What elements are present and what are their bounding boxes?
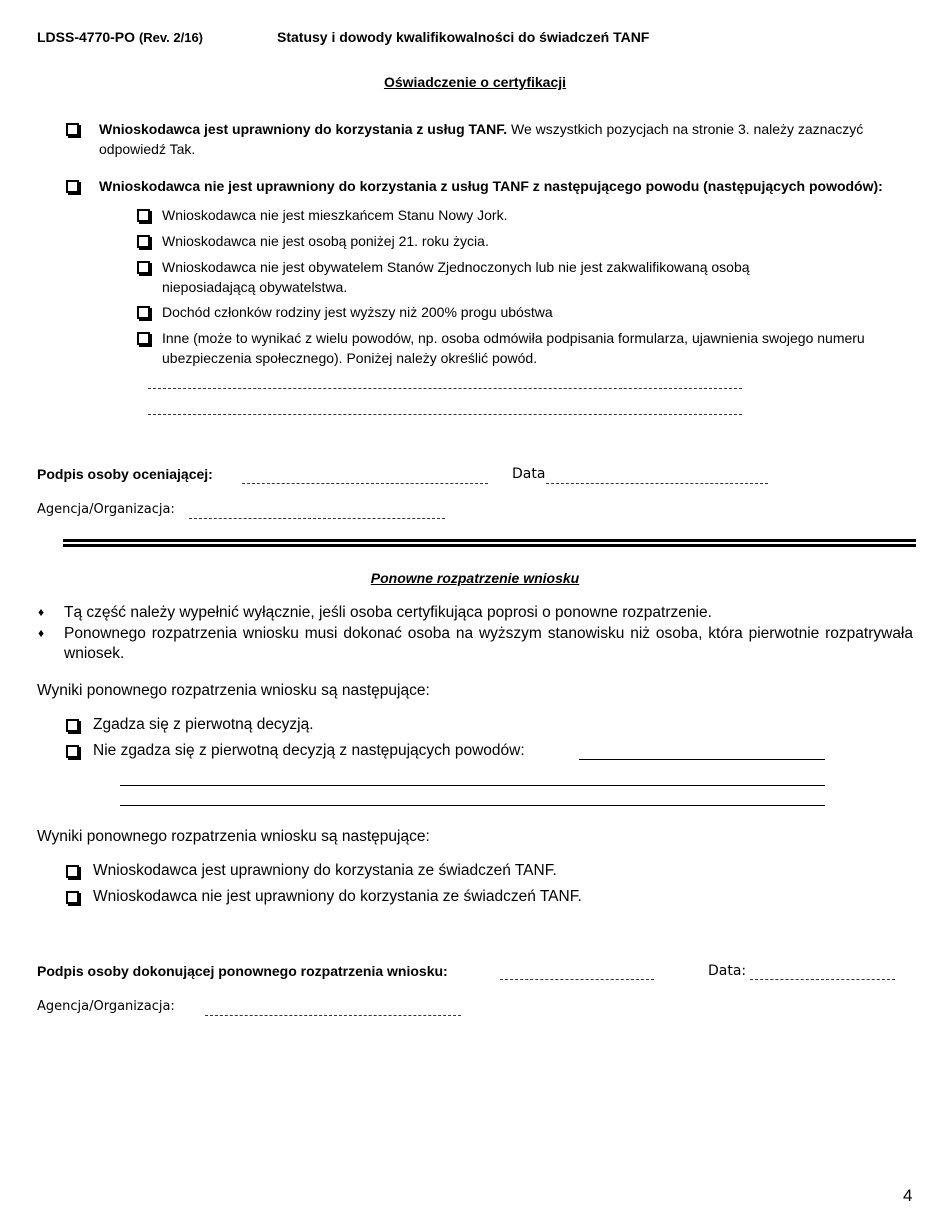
- disagrees-text: Nie zgadza się z pierwotną decyzją z następujących powodów:: [93, 742, 525, 759]
- assessor-agency-label: Agencja/Organizacja:: [37, 502, 175, 517]
- other-reason-line-1[interactable]: [148, 388, 742, 389]
- page-number: 4: [903, 1186, 913, 1205]
- reason-checkbox-other[interactable]: [137, 332, 150, 345]
- reason-other: Inne (może to wynikać z wielu powodów, np. osoba odmówiła podpisania formularza, ujawnienia swojego numeru ubezpieczenia społecznego). Poniżej należy określić powód.: [162, 330, 865, 366]
- assessor-agency-field[interactable]: [189, 518, 445, 519]
- reason-age: Wnioskodawca nie jest osobą poniżej 21. roku życia.: [162, 233, 489, 249]
- bullet-diamond-icon: ♦: [38, 605, 45, 619]
- assessor-signature-label: Podpis osoby oceniającej:: [37, 466, 213, 482]
- agrees-text: Zgadza się z pierwotną decyzją.: [93, 716, 314, 733]
- results-label-2: Wyniki ponownego rozpatrzenia wniosku są następujące:: [37, 828, 430, 845]
- assessor-date-label: Data: [512, 466, 546, 482]
- reason-checkbox-residency[interactable]: [137, 209, 150, 222]
- reason-checkbox-income[interactable]: [137, 306, 150, 319]
- reason-residency: Wnioskodawca nie jest mieszkańcem Stanu Nowy Jork.: [162, 207, 508, 223]
- not-eligible-text: Wnioskodawca nie jest uprawniony do korzystania z usług TANF z następującego powodu (następujących powodów):: [99, 178, 883, 194]
- reason-citizenship: Wnioskodawca nie jest obywatelem Stanów Zjednoczonych lub nie jest zakwalifikowaną osobą nieposiadającą obywatelstwa.: [162, 259, 750, 295]
- eligible-checkbox[interactable]: [66, 123, 79, 136]
- reviewer-agency-field[interactable]: [205, 1015, 461, 1016]
- agrees-checkbox[interactable]: [66, 719, 79, 732]
- reconsideration-bullet-2: Ponownego rozpatrzenia wniosku musi dokonać osoba na wyższym stanowisku niż osoba, która pierwotnie rozpatrywała wniosek.: [64, 625, 913, 662]
- eligible-text: Wnioskodawca jest uprawniony do korzystania z usług TANF. We wszystkich pozycjach na stronie 3. należy zaznaczyć odpowiedź Tak.: [99, 121, 864, 157]
- section-divider-top: [63, 539, 916, 542]
- reviewer-agency-label: Agencja/Organizacja:: [37, 999, 175, 1014]
- reason-income: Dochód członków rodziny jest wyższy niż 200% progu ubóstwa: [162, 304, 553, 320]
- reconsideration-bullet-1: Tą część należy wypełnić wyłącznie, jeśli osoba certyfikująca poprosi o ponowne rozpatrzenie.: [64, 604, 712, 621]
- reconsideration-title: Ponowne rozpatrzenie wniosku: [370, 570, 580, 586]
- results-label-1: Wyniki ponownego rozpatrzenia wniosku są następujące:: [37, 682, 430, 699]
- reviewer-date-label: Data:: [708, 963, 747, 979]
- reviewer-signature-label: Podpis osoby dokonującej ponownego rozpatrzenia wniosku:: [37, 963, 448, 979]
- disagree-reason-line-2[interactable]: [120, 805, 825, 806]
- certification-title: Oświadczenie o certyfikacji: [383, 74, 567, 90]
- page-header-title: Statusy i dowody kwalifikowalności do świadczeń TANF: [277, 29, 650, 45]
- reviewer-date-field[interactable]: [750, 979, 895, 980]
- bullet-diamond-icon: ♦: [38, 626, 45, 640]
- disagree-reason-field[interactable]: [579, 759, 825, 760]
- reason-checkbox-age[interactable]: [137, 235, 150, 248]
- disagree-reason-line-1[interactable]: [120, 785, 825, 786]
- not-eligible-benefits-text: Wnioskodawca nie jest uprawniony do korzystania ze świadczeń TANF.: [93, 888, 582, 905]
- section-divider-bottom: [63, 544, 916, 547]
- assessor-signature-field[interactable]: [242, 483, 488, 484]
- assessor-date-field[interactable]: [546, 483, 768, 484]
- form-revision: (Rev. 2/16): [138, 30, 204, 45]
- disagrees-checkbox[interactable]: [66, 745, 79, 758]
- form-id: LDSS-4770-PO (Rev. 2/16): [37, 29, 204, 45]
- eligible-benefits-text: Wnioskodawca jest uprawniony do korzystania ze świadczeń TANF.: [93, 862, 557, 879]
- reviewer-signature-field[interactable]: [500, 979, 654, 980]
- not-eligible-benefits-checkbox[interactable]: [66, 891, 79, 904]
- not-eligible-checkbox[interactable]: [66, 180, 79, 193]
- other-reason-line-2[interactable]: [148, 414, 742, 415]
- eligible-benefits-checkbox[interactable]: [66, 865, 79, 878]
- reason-checkbox-citizenship[interactable]: [137, 261, 150, 274]
